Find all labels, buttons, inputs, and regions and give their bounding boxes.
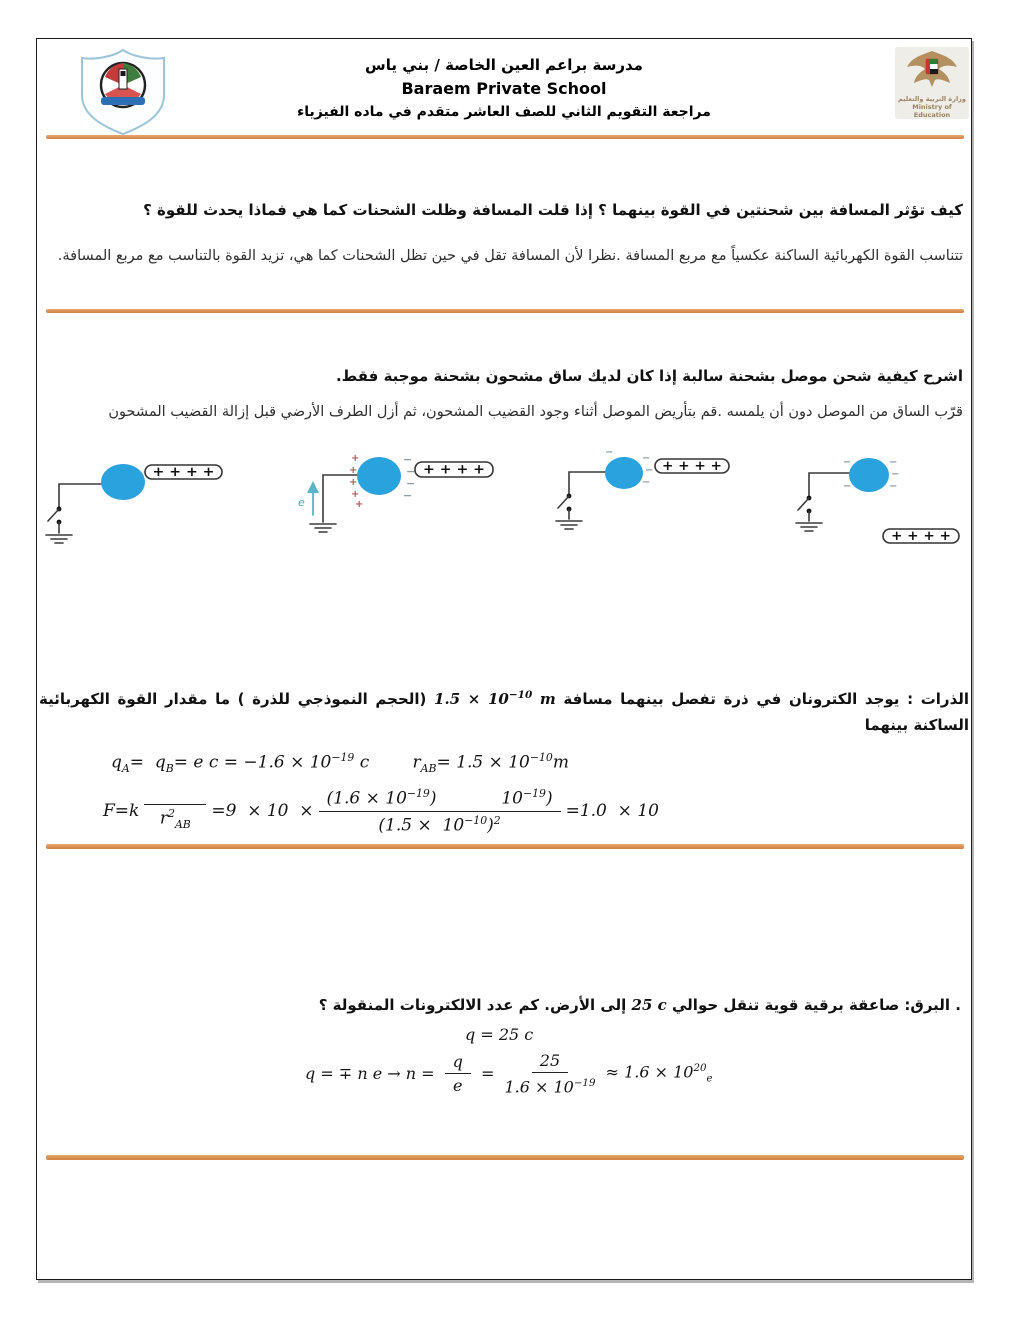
induction-stage-3 [556,449,729,529]
school-name-arabic: مدرسة براعم العين الخاصة / بني ياس [365,56,643,74]
svg-text:+: + [351,453,360,464]
question-4-text-start: . البرق: صاعقة برقية قوية تنقل حوالي [666,996,961,1014]
svg-text:−: − [403,453,413,466]
svg-text:−: − [889,457,898,468]
rod-charge-label: + + + + [152,465,215,480]
conductor-sphere [101,464,145,500]
induction-stage-4 [796,457,959,544]
svg-text:+: + [355,499,364,510]
conductor-sphere [357,457,401,495]
svg-text:−: − [605,449,614,458]
wire [569,472,605,494]
ministry-logo [895,47,969,119]
fraction-denominator: $1.6 \times 10^{-19}$ [504,1077,596,1097]
rod-charge-label: + + + + [423,462,485,478]
question-3-text-start: الذرات : يوجد الكترونان في ذرة تفصل بينهما مسافة [555,690,970,708]
wire [59,484,101,507]
svg-text:−: − [406,465,416,478]
question-3 [39,682,969,738]
svg-text:−: − [889,481,898,492]
emblem-mark [121,71,126,76]
eq-middle: = [475,1064,500,1084]
question-2: اشرح كيفية شحن موصل بشحنة سالبة إذا كان لديك ساق مشحون بشحنة موجبة فقط. [335,367,963,385]
electron-label: e [298,496,305,509]
fraction-denominator: $(1.5 \times 10^{-10})^2$ [378,813,501,836]
solution-4-given [465,1025,533,1044]
eq-lhs: q = ∓ n e → n = [305,1064,440,1084]
coulomb-fraction [144,792,206,831]
school-logo [75,47,171,137]
svg-text:−: − [843,457,852,468]
svg-text:−: − [891,469,900,480]
switch-lever-icon [558,496,569,508]
solution-4-equation [305,1051,713,1096]
induction-stage-2 [298,453,493,532]
fraction-denominator: $r^2_{AB}$ [159,806,191,831]
charging-by-induction-diagram [37,449,971,569]
givens-expression: $q_A= q_B= e$ $c = -1.6 \times 10^{-19}$ c $r_{AB}= 1.5 \times 10^{-10}m$ [111,751,569,776]
fraction-numerator [144,792,206,805]
flag-red-band [926,59,930,74]
fraction-denominator: e [453,1076,463,1096]
eq-middle: =9 × 10 × [211,801,314,822]
svg-text:−: − [843,481,852,492]
school-name-english: Baraem Private School [401,79,607,98]
section-divider [46,135,964,139]
switch-lever-icon [48,509,59,521]
page-border-frame [36,38,972,1280]
question-4-charge-value: 25 c [631,996,667,1014]
solution-3-force-equation [103,787,659,835]
question-1: كيف تؤثر المسافة بين شحنتين في القوة بينهما ؟ إذا قلت المسافة وظلت الشحنات كما هي فماذا يحدث للقوة ؟ [143,201,963,219]
conductor-sphere [849,458,889,492]
svg-text:−: − [642,453,651,464]
induction-stage-1 [46,464,222,543]
switch-lever-icon [798,498,809,510]
svg-text:−: − [642,477,651,488]
conductor-sphere [605,457,643,489]
rod-charge-label: + + + + [662,459,722,474]
ministry-name-arabic: وزارة التربية والتعليم [898,95,966,103]
svg-text:+: + [351,489,360,500]
document-title: مراجعة التقويم الثاني للصف العاشر متقدم في ماده الفيزياء [297,104,711,120]
section-divider [46,309,964,313]
solution-3-givens [111,751,569,775]
document-header [217,53,791,124]
section-divider [46,844,964,849]
svg-text:−: − [406,477,416,490]
question-4 [319,992,961,1018]
q-over-e-fraction [445,1052,471,1095]
rod-charge-label: + + + + [891,529,951,544]
ground-icon [796,523,822,531]
section-divider [46,1155,964,1160]
emblem-banner [101,97,145,105]
eq-result: ≈ $1.6 \times 10^{20}_e$ [600,1062,713,1085]
question-4-text-end: إلى الأرض. كم عدد الالكترونات المنقولة ؟ [318,996,632,1014]
answer-2: قرّب الساق من الموصل دون أن يلمسه .قم بتأريض الموصل أثناء وجود القضيب المشحون، ثم أزل الطرف الأرضي قبل إزالة القضيب المشحون [108,404,963,420]
flag-black-band [930,69,938,74]
question-3-distance-value: $1.5 \times 10^{-10}$ m [434,689,556,708]
fraction-numerator: q [445,1052,471,1074]
fraction-numerator: 25 [532,1051,568,1073]
answer-1: تتناسب القوة الكهربائية الساكنة عكسياً مع مربع المسافة .نظرا لأن المسافة تقل في حين تظل الشحنات كما هي، تزيد القوة بالتناسب مع مربع المسافة. [57,248,963,264]
fraction-numerator: $(1.6 \times 10^{-19})$ $10^{-19}$) [319,787,561,812]
arrowhead-icon [307,481,319,493]
uae-falcon-icon [895,47,969,91]
ground-icon [46,535,72,543]
given-charge: q = 25 c [465,1025,534,1044]
flag-green-band [930,59,938,64]
induced-minus-charges [403,453,415,502]
question-3-text-end: (الحجم النموذجي للذرة ) ما مقدار القوة الكهربائية الساكنة بينهما [39,690,969,734]
values-fraction [319,787,561,835]
svg-text:+: + [349,465,358,476]
ground-icon [556,521,582,529]
svg-text:−: − [645,465,654,476]
svg-text:+: + [349,477,358,488]
svg-text:−: − [403,489,413,502]
eq-result: =1.0 × 10 [565,801,659,822]
eq-lhs: F=k [103,801,140,822]
ministry-name-english: Ministry of Education [912,103,952,119]
values-fraction [504,1051,595,1096]
ground-icon [310,524,336,532]
